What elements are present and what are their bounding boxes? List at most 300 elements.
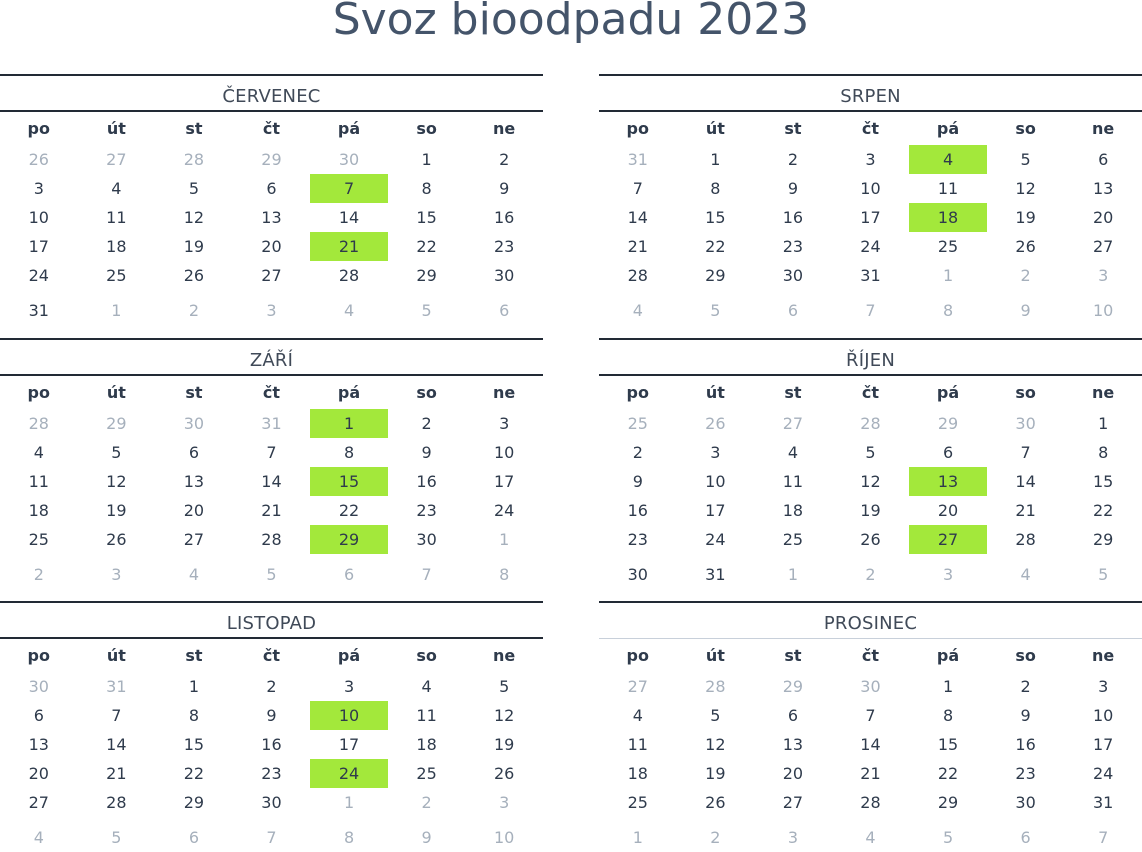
day-cell: 25 (106, 266, 127, 285)
day-cell: 18 (782, 501, 804, 520)
day-cell: 10 (1092, 706, 1114, 725)
day-cell: 26 (493, 764, 515, 783)
day-cell: 12 (860, 472, 881, 491)
adjacent-month-day: 2 (188, 300, 199, 320)
day-cell: 5 (865, 443, 876, 462)
week-row (599, 145, 1142, 174)
day-cell: 3 (343, 677, 355, 696)
weekday-label: ne (1092, 383, 1115, 402)
weekday-label: út (106, 119, 126, 138)
day-cell: 9 (787, 179, 798, 198)
day-cell: 25 (782, 530, 804, 549)
day-cell: 17 (705, 501, 726, 520)
day-cell: 29 (183, 793, 205, 812)
day-cell: 14 (261, 472, 282, 491)
day-cell: 15 (183, 735, 205, 754)
day-cell: 8 (188, 706, 199, 725)
day-cell: 4 (33, 443, 44, 462)
day-cell: 8 (710, 179, 721, 198)
week-row (599, 174, 1142, 203)
month-calendar (599, 74, 1142, 324)
pickup-day: 21 (310, 232, 388, 261)
day-cell: 11 (28, 472, 49, 491)
week-row (0, 554, 543, 588)
day-cell: 7 (865, 706, 876, 725)
day-cell: 28 (860, 793, 881, 812)
weekday-label: so (1015, 119, 1036, 138)
day-cell: 19 (106, 501, 127, 520)
weekday-header-row (0, 112, 543, 145)
day-cell: 21 (1015, 501, 1036, 520)
week-row (599, 730, 1142, 759)
day-cell: 6 (33, 706, 44, 725)
adjacent-month-day: 8 (343, 827, 355, 847)
day-cell: 3 (865, 150, 876, 169)
day-cell: 2 (421, 414, 432, 433)
day-cell: 6 (787, 706, 798, 725)
week-row (0, 525, 543, 554)
day-cell: 17 (1092, 735, 1114, 754)
adjacent-month-day: 4 (632, 300, 643, 320)
day-cell: 23 (1015, 764, 1036, 783)
day-cell: 10 (493, 443, 515, 462)
day-cell: 27 (261, 266, 282, 285)
month-calendar (0, 338, 543, 588)
day-cell: 3 (710, 443, 721, 462)
day-cell: 10 (705, 472, 726, 491)
adjacent-month-day: 1 (787, 564, 798, 584)
month-name: PROSINEC (599, 601, 1142, 639)
day-cell: 8 (421, 179, 432, 198)
weekday-label: pá (936, 383, 960, 402)
weekday-label: po (27, 383, 50, 402)
day-cell: 13 (28, 735, 49, 754)
day-cell: 15 (416, 208, 437, 227)
day-cell: 6 (266, 179, 277, 198)
day-cell: 20 (183, 501, 205, 520)
weekday-label: po (27, 119, 50, 138)
day-cell: 24 (860, 237, 881, 256)
adjacent-month-day: 5 (942, 827, 954, 847)
weekday-label: čt (861, 646, 880, 665)
adjacent-month-day: 30 (1015, 414, 1036, 433)
day-cell: 4 (787, 443, 798, 462)
adjacent-month-day: 30 (338, 150, 360, 169)
pickup-day: 10 (310, 701, 388, 730)
day-cell: 26 (106, 530, 127, 549)
day-cell: 31 (860, 266, 881, 285)
adjacent-month-day: 2 (1020, 266, 1031, 285)
day-cell: 27 (28, 793, 49, 812)
adjacent-month-day: 29 (937, 414, 959, 433)
month-name: ČERVENEC (0, 74, 543, 112)
weekday-label: so (416, 119, 437, 138)
day-cell: 24 (705, 530, 726, 549)
day-cell: 21 (627, 237, 648, 256)
adjacent-month-day: 1 (343, 793, 355, 812)
adjacent-month-day: 8 (942, 300, 954, 320)
week-row (0, 817, 543, 851)
adjacent-month-day: 2 (421, 793, 432, 812)
adjacent-month-day: 5 (421, 300, 432, 320)
week-row (0, 261, 543, 290)
adjacent-month-day: 5 (111, 827, 122, 847)
week-row (599, 261, 1142, 290)
day-cell: 19 (860, 501, 881, 520)
week-row (599, 467, 1142, 496)
adjacent-month-day: 6 (787, 300, 798, 320)
pickup-day: 18 (909, 203, 987, 232)
weekday-label: so (1015, 383, 1036, 402)
weekday-header-row (599, 112, 1142, 145)
week-row (599, 290, 1142, 324)
day-cell: 2 (266, 677, 277, 696)
weekday-label: po (626, 119, 649, 138)
adjacent-month-day: 9 (1020, 300, 1031, 320)
day-cell: 22 (183, 764, 205, 783)
day-cell: 11 (106, 208, 127, 227)
day-cell: 16 (627, 501, 648, 520)
day-cell: 13 (782, 735, 804, 754)
week-row (599, 788, 1142, 817)
adjacent-month-day: 1 (632, 827, 643, 847)
day-cell: 1 (942, 677, 954, 696)
day-cell: 9 (421, 443, 432, 462)
weekday-label: st (185, 646, 203, 665)
adjacent-month-day: 26 (28, 150, 49, 169)
week-row (0, 467, 543, 496)
day-cell: 17 (28, 237, 49, 256)
week-row (0, 438, 543, 467)
adjacent-month-day: 10 (493, 827, 515, 847)
day-cell: 27 (1092, 237, 1114, 256)
day-cell: 28 (338, 266, 360, 285)
day-cell: 8 (1098, 443, 1109, 462)
day-cell: 12 (106, 472, 127, 491)
day-cell: 9 (499, 179, 510, 198)
day-cell: 20 (1092, 208, 1114, 227)
day-cell: 18 (106, 237, 127, 256)
adjacent-month-day: 7 (865, 300, 876, 320)
adjacent-month-day: 29 (106, 414, 127, 433)
day-cell: 12 (1015, 179, 1036, 198)
weekday-header-row (0, 639, 543, 672)
day-cell: 21 (106, 764, 127, 783)
month-calendar (599, 338, 1142, 588)
pickup-day: 13 (909, 467, 987, 496)
day-cell: 5 (111, 443, 122, 462)
weekday-label: pá (337, 383, 361, 402)
adjacent-month-day: 30 (183, 414, 205, 433)
day-cell: 3 (33, 179, 44, 198)
day-cell: 31 (705, 564, 726, 584)
adjacent-month-day: 29 (782, 677, 804, 696)
day-cell: 28 (1015, 530, 1036, 549)
weekday-label: čt (262, 383, 281, 402)
day-cell: 6 (1098, 150, 1109, 169)
pickup-day: 15 (310, 467, 388, 496)
week-row (599, 409, 1142, 438)
day-cell: 24 (28, 266, 49, 285)
pickup-day: 1 (310, 409, 388, 438)
adjacent-month-day: 4 (343, 300, 355, 320)
week-row (0, 496, 543, 525)
pickup-day: 24 (310, 759, 388, 788)
adjacent-month-day: 4 (188, 564, 199, 584)
weekday-label: čt (861, 119, 880, 138)
day-cell: 5 (710, 706, 721, 725)
day-cell: 2 (632, 443, 643, 462)
day-cell: 16 (782, 208, 804, 227)
week-row (599, 759, 1142, 788)
day-cell: 18 (28, 501, 49, 520)
weekday-label: so (1015, 646, 1036, 665)
week-row (599, 438, 1142, 467)
adjacent-month-day: 3 (942, 564, 954, 584)
week-row (0, 730, 543, 759)
day-cell: 11 (627, 735, 648, 754)
day-cell: 10 (28, 208, 49, 227)
day-cell: 9 (1020, 706, 1031, 725)
day-cell: 5 (499, 677, 510, 696)
adjacent-month-day: 5 (266, 564, 277, 584)
day-cell: 21 (261, 501, 282, 520)
adjacent-month-day: 27 (627, 677, 648, 696)
day-cell: 13 (1092, 179, 1114, 198)
day-cell: 29 (416, 266, 437, 285)
month-name: ŘÍJEN (599, 338, 1142, 376)
page-title: Svoz bioodpadu 2023 (332, 0, 810, 45)
weekday-label: út (106, 646, 126, 665)
day-cell: 22 (705, 237, 726, 256)
weekday-label: pá (337, 646, 361, 665)
weekday-label: so (416, 646, 437, 665)
pickup-day: 27 (909, 525, 987, 554)
adjacent-month-day: 30 (28, 677, 49, 696)
day-cell: 18 (416, 735, 437, 754)
day-cell: 25 (627, 793, 648, 812)
day-cell: 20 (28, 764, 49, 783)
day-cell: 9 (266, 706, 277, 725)
day-cell: 17 (338, 735, 360, 754)
adjacent-month-day: 27 (782, 414, 804, 433)
adjacent-month-day: 6 (1020, 827, 1031, 847)
adjacent-month-day: 6 (499, 300, 510, 320)
day-cell: 28 (627, 266, 648, 285)
weekday-label: út (705, 119, 725, 138)
weekday-label: pá (936, 646, 960, 665)
adjacent-month-day: 10 (1092, 300, 1114, 320)
weekday-label: so (416, 383, 437, 402)
week-row (0, 145, 543, 174)
day-cell: 19 (1015, 208, 1036, 227)
adjacent-month-day: 29 (261, 150, 282, 169)
day-cell: 15 (705, 208, 726, 227)
month-calendar (0, 601, 543, 851)
day-cell: 25 (416, 764, 437, 783)
month-name: LISTOPAD (0, 601, 543, 639)
day-cell: 1 (1098, 414, 1109, 433)
weekday-label: po (626, 646, 649, 665)
month-calendar (0, 74, 543, 324)
week-row (0, 290, 543, 324)
day-cell: 9 (632, 472, 643, 491)
adjacent-month-day: 31 (261, 414, 282, 433)
day-cell: 19 (183, 237, 205, 256)
weekday-label: st (185, 383, 203, 402)
weekday-label: po (626, 383, 649, 402)
day-cell: 3 (1098, 677, 1109, 696)
adjacent-month-day: 1 (111, 300, 122, 320)
week-row (0, 232, 543, 261)
week-row (599, 525, 1142, 554)
day-cell: 16 (416, 472, 437, 491)
day-cell: 30 (416, 530, 437, 549)
weekday-label: ne (493, 383, 516, 402)
adjacent-month-day: 2 (865, 564, 876, 584)
day-cell: 3 (499, 414, 510, 433)
weekday-label: pá (337, 119, 361, 138)
week-row (599, 554, 1142, 588)
adjacent-month-day: 4 (1020, 564, 1031, 584)
weekday-label: ne (1092, 119, 1115, 138)
day-cell: 2 (787, 150, 798, 169)
day-cell: 4 (421, 677, 432, 696)
day-cell: 10 (860, 179, 881, 198)
week-row (0, 788, 543, 817)
day-cell: 19 (705, 764, 726, 783)
day-cell: 22 (416, 237, 437, 256)
day-cell: 7 (266, 443, 277, 462)
day-cell: 26 (705, 793, 726, 812)
day-cell: 23 (261, 764, 282, 783)
adjacent-month-day: 31 (106, 677, 127, 696)
day-cell: 29 (937, 793, 959, 812)
day-cell: 30 (1015, 793, 1036, 812)
day-cell: 11 (416, 706, 437, 725)
adjacent-month-day: 27 (106, 150, 127, 169)
day-cell: 16 (1015, 735, 1036, 754)
weekday-label: ne (493, 646, 516, 665)
day-cell: 30 (493, 266, 515, 285)
day-cell: 31 (28, 300, 49, 320)
weekday-label: čt (861, 383, 880, 402)
day-cell: 6 (942, 443, 954, 462)
day-cell: 26 (183, 266, 205, 285)
weekday-header-row (0, 376, 543, 409)
day-cell: 11 (782, 472, 804, 491)
day-cell: 18 (627, 764, 648, 783)
day-cell: 12 (183, 208, 205, 227)
day-cell: 25 (937, 237, 959, 256)
week-row (0, 409, 543, 438)
adjacent-month-day: 7 (421, 564, 432, 584)
adjacent-month-day: 31 (627, 150, 648, 169)
adjacent-month-day: 2 (33, 564, 44, 584)
day-cell: 24 (493, 501, 515, 520)
week-row (599, 672, 1142, 701)
adjacent-month-day: 30 (860, 677, 881, 696)
weekday-label: ne (1092, 646, 1115, 665)
day-cell: 31 (1092, 793, 1114, 812)
day-cell: 14 (1015, 472, 1036, 491)
week-row (599, 817, 1142, 851)
pickup-day: 4 (909, 145, 987, 174)
day-cell: 13 (261, 208, 282, 227)
day-cell: 16 (261, 735, 282, 754)
day-cell: 14 (860, 735, 881, 754)
weekday-label: čt (262, 119, 281, 138)
weekday-label: st (784, 383, 802, 402)
adjacent-month-day: 3 (1098, 266, 1109, 285)
adjacent-month-day: 1 (942, 266, 954, 285)
day-cell: 1 (421, 150, 432, 169)
adjacent-month-day: 3 (111, 564, 122, 584)
day-cell: 14 (106, 735, 127, 754)
pickup-day: 7 (310, 174, 388, 203)
day-cell: 14 (627, 208, 648, 227)
adjacent-month-day: 28 (183, 150, 205, 169)
day-cell: 12 (493, 706, 515, 725)
day-cell: 21 (860, 764, 881, 783)
adjacent-month-day: 9 (421, 827, 432, 847)
day-cell: 26 (860, 530, 881, 549)
adjacent-month-day: 6 (343, 564, 355, 584)
adjacent-month-day: 2 (710, 827, 721, 847)
day-cell: 13 (183, 472, 205, 491)
day-cell: 20 (937, 501, 959, 520)
adjacent-month-day: 5 (1098, 564, 1109, 584)
weekday-label: st (784, 119, 802, 138)
day-cell: 11 (937, 179, 959, 198)
day-cell: 1 (188, 677, 199, 696)
day-cell: 20 (261, 237, 282, 256)
day-cell: 29 (1092, 530, 1114, 549)
weekday-label: út (705, 646, 725, 665)
adjacent-month-day: 4 (865, 827, 876, 847)
day-cell: 24 (1092, 764, 1114, 783)
day-cell: 5 (188, 179, 199, 198)
day-cell: 15 (937, 735, 959, 754)
day-cell: 30 (782, 266, 804, 285)
weekday-header-row (599, 639, 1142, 672)
day-cell: 23 (416, 501, 437, 520)
weekday-label: st (185, 119, 203, 138)
day-cell: 8 (942, 706, 954, 725)
day-cell: 17 (860, 208, 881, 227)
day-cell: 23 (782, 237, 804, 256)
day-cell: 23 (493, 237, 515, 256)
week-row (599, 701, 1142, 730)
weekday-label: st (784, 646, 802, 665)
week-row (599, 203, 1142, 232)
day-cell: 2 (1020, 677, 1031, 696)
day-cell: 2 (499, 150, 510, 169)
day-cell: 22 (937, 764, 959, 783)
adjacent-month-day: 8 (499, 564, 510, 584)
adjacent-month-day: 3 (787, 827, 798, 847)
week-row (0, 203, 543, 232)
weekday-label: ne (493, 119, 516, 138)
week-row (599, 232, 1142, 261)
week-row (0, 701, 543, 730)
adjacent-month-day: 4 (33, 827, 44, 847)
day-cell: 7 (1020, 443, 1031, 462)
weekday-label: čt (262, 646, 281, 665)
day-cell: 1 (710, 150, 721, 169)
weekday-label: út (705, 383, 725, 402)
day-cell: 27 (782, 793, 804, 812)
